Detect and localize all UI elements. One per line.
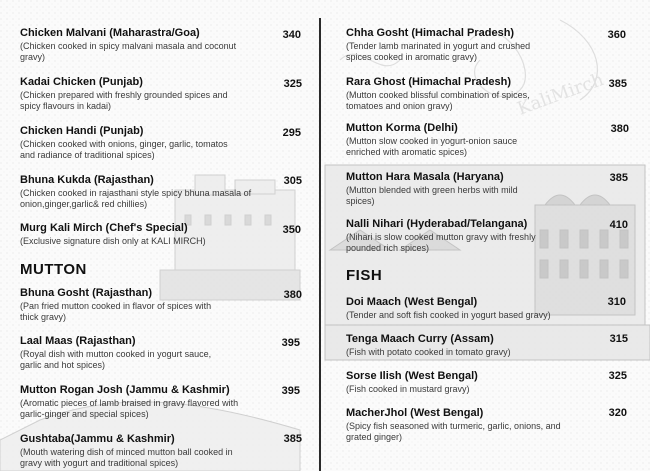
item-name: Mutton Hara Masala (Haryana): [346, 171, 504, 183]
item-name: Kadai Chicken (Punjab): [20, 76, 143, 88]
item-price: 325: [608, 370, 627, 382]
menu-item-gushtaba: [20, 432, 255, 469]
item-description: (Tender lamb marinated in yogurt and crushed spices cooked in aromatic gravy): [346, 41, 531, 62]
menu-item-tenga-maach: [346, 332, 576, 358]
menu-item-mutton-hara-masala: [346, 170, 536, 207]
item-description: (Chicken prepared with freshly grounded spices and spicy flavours in kadai): [20, 90, 228, 111]
item-description: (Chicken cooked with onions, ginger, garlic, tomatos and radiance of traditional spices): [20, 139, 228, 160]
item-name: Rara Ghost (Himachal Pradesh): [346, 76, 512, 88]
item-name: MacherJhol (West Bengal): [346, 407, 484, 419]
menu-item-mutton-korma: [346, 121, 546, 158]
item-description: (Fish with potato cooked in tomato gravy): [346, 347, 511, 357]
menu-item-kadai-chicken: [20, 75, 230, 112]
item-description: (Chicken cooked in rajasthani style spicy bhuna masala of onion,ginger,garlic& red chillies): [20, 188, 252, 209]
item-price: 410: [609, 219, 628, 231]
item-description: (Aromatic pieces of lamb braised in gravy flavored with garlic-ginger and special spices): [20, 398, 239, 419]
item-name: Murg Kali Mirch (Chef's Special): [20, 222, 188, 234]
item-price: 380: [283, 289, 302, 301]
item-description: (Spicy fish seasoned with turmeric, garlic, onions, and grated ginger): [346, 421, 561, 442]
item-price: 385: [609, 172, 628, 184]
item-description: (Fish cooked in mustard gravy): [346, 384, 470, 394]
item-name: Doi Maach (West Bengal): [346, 296, 478, 308]
item-price: 395: [281, 337, 300, 349]
item-name: Nalli Nihari (Hyderabad/Telangana): [346, 218, 528, 230]
menu-item-chicken-handi: [20, 124, 235, 161]
menu-item-sorse-ilish: [346, 369, 576, 395]
menu-item-doi-maach: [346, 295, 606, 321]
item-description: (Mouth watering dish of minced mutton ball cooked in gravy with yogurt and traditional spices): [20, 447, 233, 468]
item-price: 360: [607, 29, 626, 41]
item-name: Laal Maas (Rajasthan): [20, 335, 136, 347]
menu-item-bhuna-kukda: [20, 173, 265, 210]
item-name: Chicken Malvani (Maharastra/Goa): [20, 27, 200, 39]
menu-item-nalli-nihari: [346, 217, 551, 254]
menu-item-chicken-malvani: [20, 26, 260, 63]
item-name: Gushtaba(Jammu & Kashmir): [20, 433, 175, 445]
item-price: 395: [281, 385, 300, 397]
watermark-text: KaliMirch: [514, 69, 607, 120]
item-description: (Mutton slow cooked in yogurt-onion sauce enriched with aromatic spices): [346, 136, 518, 157]
section-heading-fish: FISH: [346, 267, 383, 284]
item-name: Chha Gosht (Himachal Pradesh): [346, 27, 515, 39]
item-price: 320: [608, 407, 627, 419]
item-description: (Nihari is slow cooked mutton gravy with freshly pounded rich spices): [346, 232, 536, 253]
item-price: 310: [607, 296, 626, 308]
menu-item-macherjhol: [346, 406, 576, 443]
item-name: Bhuna Kukda (Rajasthan): [20, 174, 154, 186]
item-description: (Tender and soft fish cooked in yogurt based gravy): [346, 310, 551, 320]
item-description: (Royal dish with mutton cooked in yogurt sauce, garlic and hot spices): [20, 349, 212, 370]
menu-item-mutton-rogan-josh: [20, 383, 265, 420]
item-price: 385: [608, 78, 627, 90]
menu-item-chha-gosht: [346, 26, 546, 63]
item-name: Mutton Rogan Josh (Jammu & Kashmir): [20, 384, 230, 396]
item-price: 350: [282, 224, 301, 236]
menu-item-laal-maas: [20, 334, 235, 371]
item-description: (Chicken cooked in spicy malvani masala and coconut gravy): [20, 41, 237, 62]
item-name: Sorse Ilish (West Bengal): [346, 370, 478, 382]
item-name: Tenga Maach Curry (Assam): [346, 333, 494, 345]
menu-item-bhuna-gosht: [20, 286, 220, 323]
item-price: 305: [283, 175, 302, 187]
item-price: 380: [610, 123, 629, 135]
column-divider: [319, 18, 321, 471]
item-description: (Exclusive signature dish only at KALI MIRCH): [20, 236, 206, 246]
menu-item-rara-ghost: [346, 75, 546, 112]
menu-item-murg-kali-mirch: [20, 221, 260, 247]
item-name: Mutton Korma (Delhi): [346, 122, 458, 134]
item-name: Bhuna Gosht (Rajasthan): [20, 287, 153, 299]
section-heading-mutton: MUTTON: [20, 261, 87, 278]
item-price: 295: [282, 127, 301, 139]
item-description: (Mutton blended with green herbs with mild spices): [346, 185, 518, 206]
item-price: 385: [283, 433, 302, 445]
item-price: 315: [609, 333, 628, 345]
item-price: 340: [282, 29, 301, 41]
item-description: (Mutton cooked blissful combination of spices, tomatoes and onion gravy): [346, 90, 530, 111]
item-price: 325: [283, 78, 302, 90]
item-name: Chicken Handi (Punjab): [20, 125, 144, 137]
item-description: (Pan fried mutton cooked in flavor of spices with thick gravy): [20, 301, 212, 322]
